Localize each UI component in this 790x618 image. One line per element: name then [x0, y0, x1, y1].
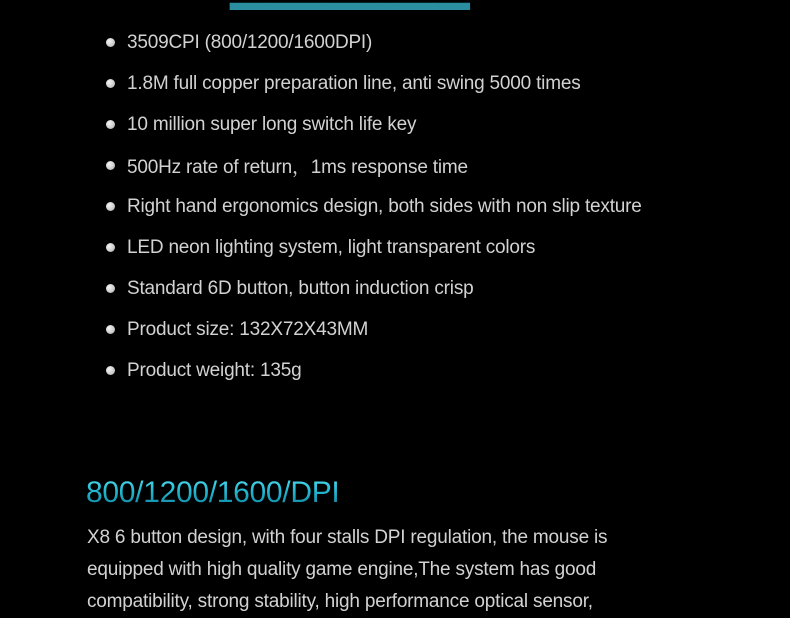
spec-item [106, 186, 746, 227]
bullet-icon [106, 284, 115, 293]
spec-text: 1.8M full copper preparation line, anti swing 5000 times [127, 72, 581, 94]
spec-item [106, 227, 746, 268]
spec-text: Product size: 132X72X43MM [127, 318, 369, 340]
spec-text: 10 million super long switch life key [127, 113, 417, 135]
spec-item [106, 350, 746, 391]
spec-item [106, 104, 746, 145]
bullet-icon [106, 161, 115, 170]
spec-item [106, 268, 746, 309]
spec-text: LED neon lighting system, light transparent colors [127, 236, 536, 258]
spec-text: Standard 6D button, button induction crisp [127, 277, 474, 299]
cropped-heading-fragment [230, 0, 410, 3]
cropped-heading-decoration [230, 0, 470, 3]
bullet-icon [106, 120, 115, 129]
spec-item [106, 22, 746, 63]
bullet-icon [106, 325, 115, 334]
spec-list [106, 22, 746, 391]
bullet-icon [106, 243, 115, 252]
spec-item [106, 309, 746, 350]
feature-description: X8 6 button design, with four stalls DPI regulation, the mouse is equipped with high quality game engine,The system has good compatibility, strong stability, high performance optical sensor, [87, 527, 608, 612]
spec-text: Right hand ergonomics design, both sides with non slip texture [127, 195, 642, 217]
spec-item [106, 145, 746, 186]
bullet-icon [106, 202, 115, 211]
bullet-icon [106, 366, 115, 375]
bullet-icon [106, 79, 115, 88]
bullet-icon [106, 38, 115, 47]
spec-text: 500Hz rate of return，1ms response time [127, 157, 468, 178]
spec-text: Product weight: 135g [127, 359, 302, 381]
dpi-heading: 800/1200/1600/DPI [86, 473, 339, 513]
spec-item [106, 63, 746, 104]
spec-text: 3509CPI (800/1200/1600DPI) [127, 31, 373, 53]
